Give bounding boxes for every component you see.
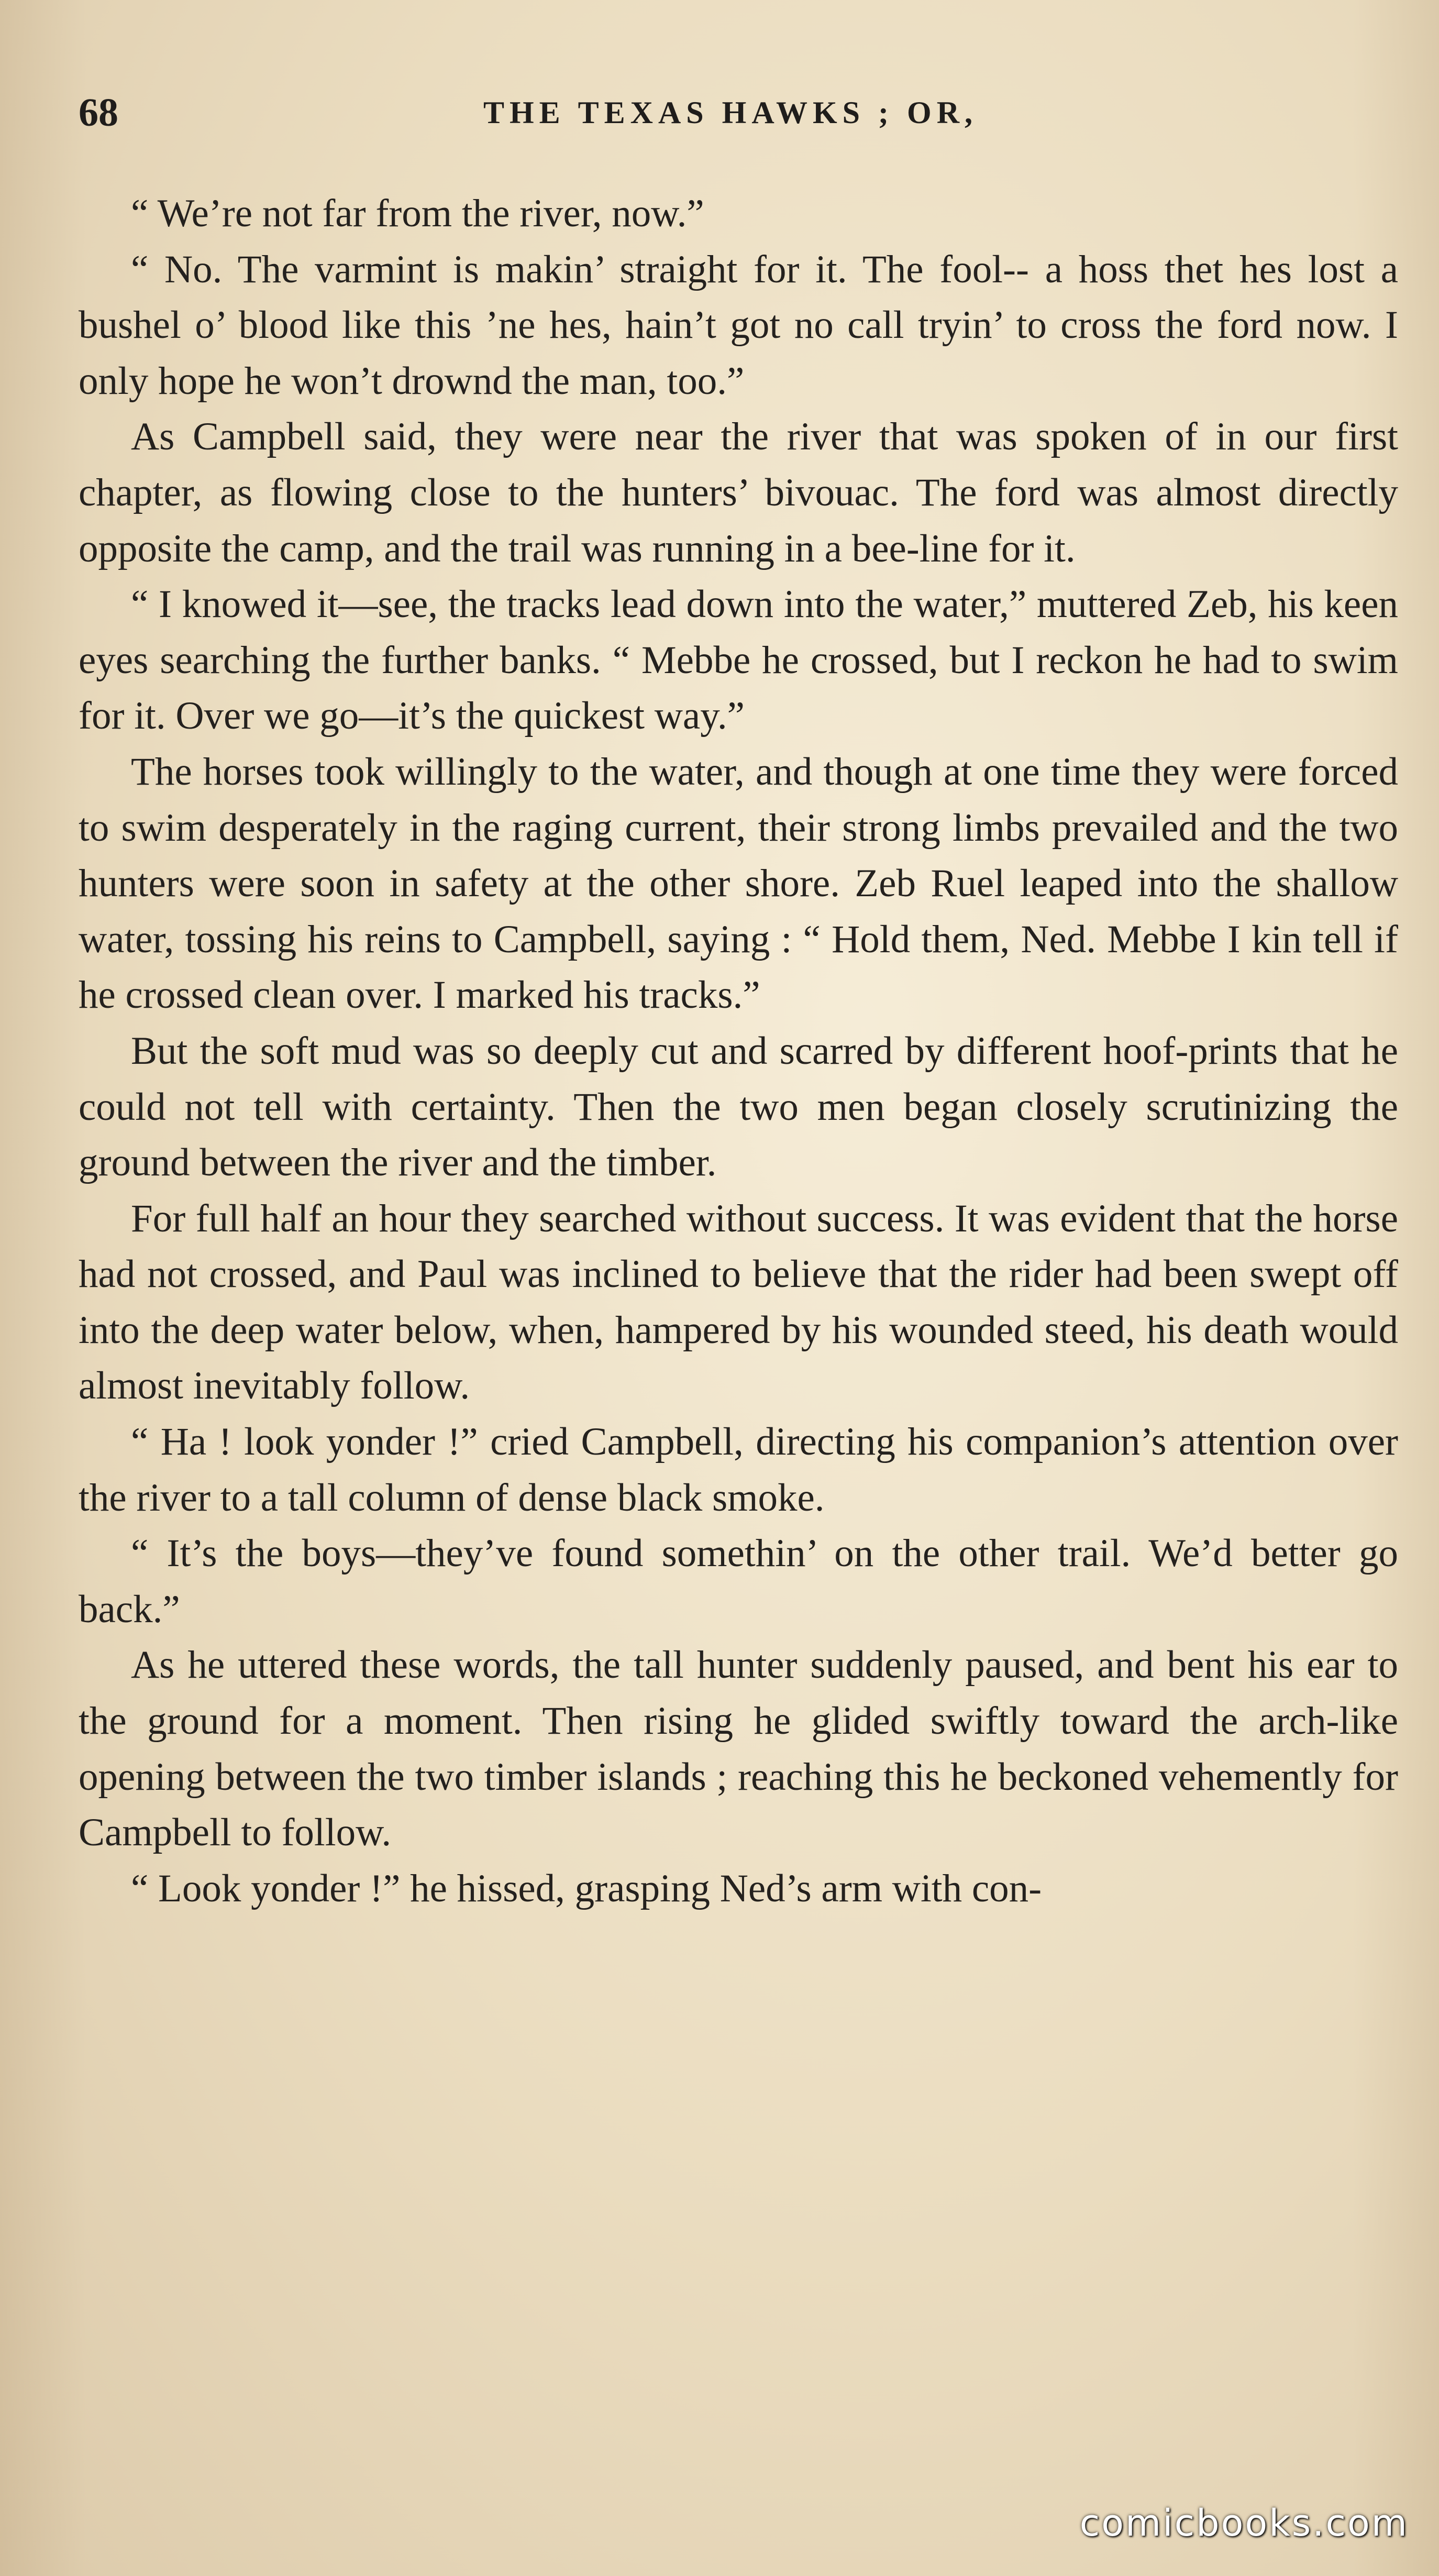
running-head: [79, 84, 1382, 141]
paragraph: As Campbell said, they were near the river that was spoken of in our first chapter, as flowing close to the hunters’ bivouac. The ford was almost directly opposite the camp, and the trail was running in a bee-line for it.: [79, 415, 1398, 570]
paragraph: “ It’s the boys—they’ve found somethin’ on the other trail. We’d better go back.”: [79, 1532, 1398, 1631]
paragraph: “ Look yonder !” he hissed, grasping Ned’s arm with con-: [131, 1866, 1042, 1910]
running-title: THE TEXAS HAWKS ; OR,: [483, 95, 978, 130]
paragraph: “ I knowed it—see, the tracks lead down into the water,” muttered Zeb, his keen eyes searching the further banks. “ Mebbe he crossed, but I reckon he had to swim for it. Over we go—it’s the quickest way.”: [79, 582, 1398, 738]
paragraph: As he uttered these words, the tall hunter suddenly paused, and bent his ear to the ground for a moment. Then rising he glided swiftly toward the arch-like opening between the two timber islands ; reaching this he beckoned vehemently for Campbell to follow.: [79, 1643, 1398, 1855]
paragraph: But the soft mud was so deeply cut and scarred by different hoof-prints that he could not tell with certainty. Then the two men began closely scrutinizing the ground between the river and the timber.: [79, 1029, 1398, 1185]
paragraph: “ Ha ! look yonder !” cried Campbell, directing his companion’s attention over the river to a tall column of dense black smoke.: [79, 1420, 1398, 1520]
body-text: [79, 186, 1398, 1917]
paragraph: For full half an hour they searched without success. It was evident that the horse had not crossed, and Paul was inclined to believe that the rider had been swept off into the deep water below, when, hampered by his wounded steed, his death would almost inevitably follow.: [79, 1196, 1398, 1408]
watermark: comicbooks.com: [1079, 2502, 1409, 2545]
paragraph: The horses took willingly to the water, and though at one time they were forced to swim desperately in the raging current, their strong limbs prevailed and the two hunters were soon in safety at the other shore. Zeb Ruel leaped into the shallow water, tossing his reins to Campbell, saying : “ Hold them, Ned. Mebbe I kin tell if he crossed clean over. I marked his tracks.”: [79, 750, 1398, 1017]
paragraph: “ No. The varmint is makin’ straight for it. The fool-- a hoss thet hes lost a bushel o’ blood like this ’ne hes, hain’t got no call tryin’ to cross the ford now. I only hope he won’t drownd the man, too.”: [79, 247, 1398, 403]
page-number: 68: [79, 91, 118, 135]
paragraph: “ We’re not far from the river, now.”: [131, 192, 704, 235]
